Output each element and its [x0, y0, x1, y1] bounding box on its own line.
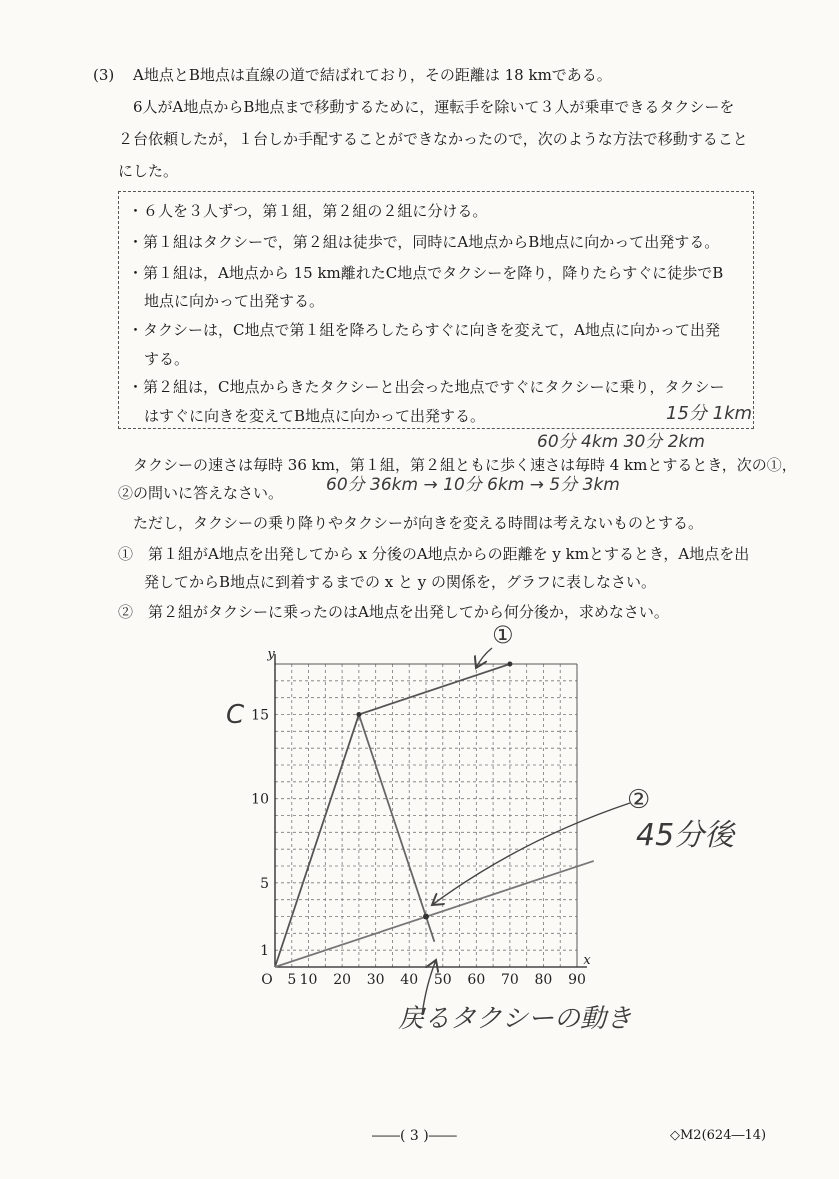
x-tick-label: 70: [500, 972, 519, 988]
question-1-line-1: ① 第１組がA地点を出発してから x 分後のA地点からの距離を y kmとするとき，A地点を出: [118, 545, 750, 563]
x-tick-label: 60: [467, 972, 486, 988]
handwritten-note-a: 60分 4km 30分 2km: [537, 432, 705, 452]
point-c: [356, 712, 361, 717]
y-tick-label: 1: [260, 943, 269, 960]
question-2: ② 第２組がタクシーに乗ったのはA地点を出発してから何分後か，求めなさい。: [118, 603, 669, 621]
page-number: ――( 3 )――: [372, 1128, 457, 1144]
handwritten-box-note: 15分 1km: [666, 403, 753, 424]
exam-code: ◇M2(624―14): [670, 1128, 767, 1143]
intro-line-2: 6人がA地点からB地点まで移動するために，運転手を除いて３人が乗車できるタクシーを: [133, 98, 735, 116]
x-tick-label: 50: [433, 972, 452, 988]
meeting-point: [423, 914, 429, 920]
x-tick-label: 40: [400, 972, 419, 988]
series-line: [275, 861, 594, 967]
arrow-to-line-1: [476, 648, 492, 668]
x-tick-label: 80: [534, 972, 553, 988]
x-tick-label: 10: [299, 972, 318, 988]
y-tick-label: 10: [251, 791, 269, 808]
y-tick-label: 15: [251, 707, 269, 724]
x-tick-label: 5: [287, 972, 297, 988]
x-tick-label: 20: [333, 972, 352, 988]
handwritten-note-b: 60分 36km → 10分 6km → 5分 3km: [326, 475, 620, 495]
handwritten-circle-2: ②: [627, 785, 651, 815]
point-end: [507, 662, 512, 667]
rule-item: ・第１組はタクシーで，第２組は徒歩で，同時にA地点からB地点に向かって出発する。: [128, 233, 720, 251]
x-axis-label: x: [583, 953, 591, 968]
x-tick-label: 90: [568, 972, 586, 988]
x-tick-label: 30: [366, 972, 385, 988]
rule-item: ・タクシーは，C地点で第１組を降ろしたらすぐに向きを変えて，A地点に向かって出発: [128, 321, 721, 339]
rule-item: する。: [144, 350, 190, 368]
question-1-line-2: 発してからB地点に到着するまでの x と y の関係を，グラフに表しなさい。: [144, 573, 657, 591]
y-tick-label: 5: [260, 875, 269, 892]
series-line: [359, 715, 435, 942]
arrow-to-point-2: [432, 803, 630, 905]
handwritten-label-c: C: [226, 700, 245, 730]
speed-line-1: タクシーの速さは毎時 36 km，第１組，第２組ともに歩く速さは毎時 4 kmとするとき，次の①，: [133, 456, 797, 474]
problem-number: (3): [93, 66, 115, 84]
handwritten-circle-1: ①: [492, 621, 514, 649]
rule-item: ・第２組は，C地点からきたタクシーと出会った地点ですぐにタクシーに乗り，タクシー: [128, 378, 725, 396]
y-axis-label: y: [267, 647, 275, 662]
handwritten-answer: 45分後: [636, 818, 735, 853]
handwritten-taxi-note: 戻るタクシーの動き: [398, 1004, 633, 1034]
intro-line-1: A地点とB地点は直線の道で結ばれており，その距離は 18 kmである。: [133, 66, 612, 84]
rule-item: ・第１組は，A地点から 15 km離れたC地点でタクシーを降り，降りたらすぐに徒歩でB: [128, 264, 724, 282]
rule-item: 地点に向かって出発する。: [144, 292, 325, 310]
note-line: ただし，タクシーの乗り降りやタクシーが向きを変える時間は考えないものとする。: [133, 514, 704, 532]
intro-line-3: ２台依頼したが，１台しか手配することができなかったので，次のような方法で移動すること: [118, 130, 748, 148]
origin-label: O: [261, 972, 273, 988]
intro-line-4: にした。: [118, 162, 179, 180]
rule-item: はすぐに向きを変えてB地点に向かって出発する。: [144, 407, 486, 425]
speed-line-2: ②の問いに答えなさい。: [118, 484, 284, 502]
rule-item: ・６人を３人ずつ，第１組，第２組の２組に分ける。: [128, 202, 488, 220]
